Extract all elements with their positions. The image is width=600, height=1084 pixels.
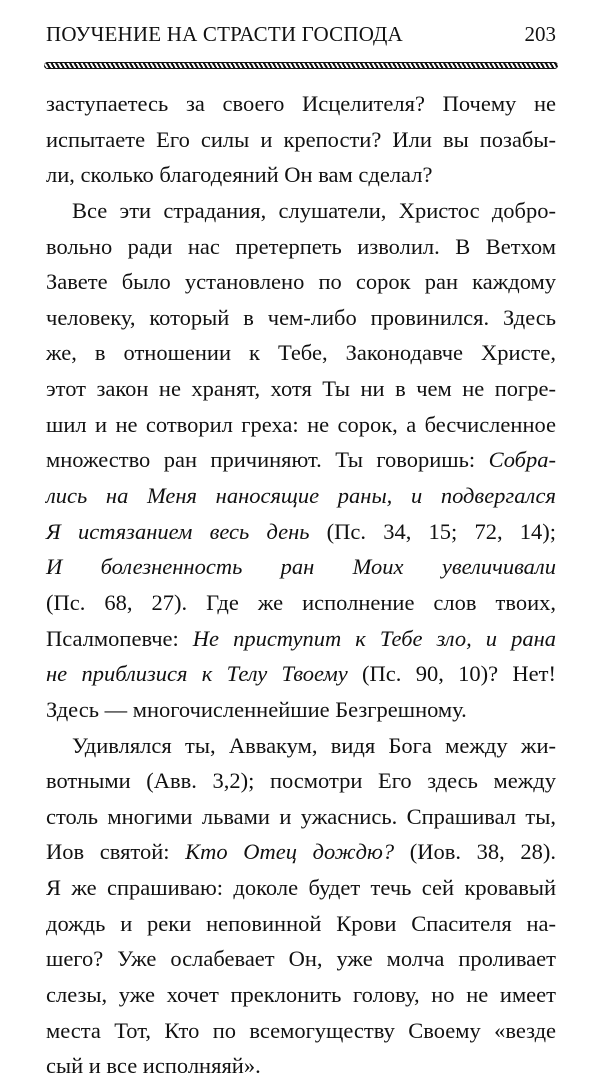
text-segment: Удивлялся ты, Аввакум, видя Бога между жи- xyxy=(72,732,556,758)
text-segment: этот закон не хранят, хотя Ты ни в чем не погре- xyxy=(46,376,556,402)
text-line xyxy=(46,834,556,870)
italic-quote: Кто Отец дождю? xyxy=(185,839,395,865)
italic-quote: лись на Меня наносящие раны, и подвергался xyxy=(46,483,556,509)
text-line xyxy=(46,941,556,977)
text-line xyxy=(46,157,556,193)
text-segment: Я же спрашиваю: доколе будет течь сей кровавый xyxy=(46,875,556,901)
text-segment: (Пс. 34, 15; 72, 14); xyxy=(309,518,556,544)
text-segment: шего? Уже ослабевает Он, уже молча проливает xyxy=(46,946,556,972)
text-line xyxy=(46,300,556,336)
text-segment: (Пс. 90, 10)? Нет! xyxy=(347,661,556,687)
text-line xyxy=(46,656,556,692)
text-segment: (Иов. 38, 28). xyxy=(394,839,556,865)
text-line xyxy=(46,407,556,443)
text-line xyxy=(46,335,556,371)
running-title: ПОУЧЕНИЕ НА СТРАСТИ ГОСПОДА xyxy=(46,22,403,46)
text-segment: столь многими львами и ужаснись. Спрашивал ты, xyxy=(46,803,556,829)
page-number: 203 xyxy=(524,22,556,46)
italic-quote: Не приступит к Тебе зло, и рана xyxy=(192,625,556,651)
text-line xyxy=(46,122,556,158)
text-line xyxy=(46,799,556,835)
text-line xyxy=(46,478,556,514)
text-segment: испытаете Его силы и крепости? Или вы позабы- xyxy=(46,126,556,152)
text-line xyxy=(46,585,556,621)
text-segment: же, в отношении к Тебе, Законодавче Христе, xyxy=(46,340,556,366)
text-line xyxy=(46,728,556,764)
text-segment: ли, сколько благодеяний Он вам сделал? xyxy=(46,162,433,188)
italic-quote: не приблизися к Телу Твоему xyxy=(46,661,348,687)
text-line xyxy=(46,264,556,300)
text-segment: множество ран причиняют. Ты говоришь: xyxy=(46,447,489,473)
text-line xyxy=(46,977,556,1013)
text-line xyxy=(46,906,556,942)
text-segment: человеку, который в чем-либо провинился. Здесь xyxy=(46,304,556,330)
text-segment: Завете было установлено по сорок ран каждому xyxy=(46,269,556,295)
text-line xyxy=(46,870,556,906)
text-line xyxy=(46,763,556,799)
text-line xyxy=(46,1013,556,1049)
text-segment: Здесь — многочисленнейшие Безгрешному. xyxy=(46,696,467,722)
text-line xyxy=(46,86,556,122)
text-line xyxy=(46,442,556,478)
text-segment: места Тот, Кто по всемогуществу Своему «везде xyxy=(46,1017,556,1043)
text-line xyxy=(46,1048,556,1084)
text-line xyxy=(46,621,556,657)
text-segment: (Пс. 68, 27). Где же исполнение слов твоих, xyxy=(46,589,556,615)
text-line xyxy=(46,371,556,407)
text-segment: Иов святой: xyxy=(46,839,186,865)
text-line xyxy=(46,692,556,728)
text-segment: дождь и реки неповинной Крови Спасителя на- xyxy=(46,910,556,936)
text-segment: сый и все исполняяй». xyxy=(46,1053,261,1079)
body-text xyxy=(46,86,556,1084)
text-segment: Псалмопевче: xyxy=(46,625,193,651)
text-line xyxy=(46,549,556,585)
rope-divider xyxy=(44,62,558,69)
text-line xyxy=(46,193,556,229)
text-line xyxy=(46,514,556,550)
italic-quote: Собра- xyxy=(488,447,556,473)
text-segment: Все эти страдания, слушатели, Христос добро- xyxy=(72,197,556,223)
text-line xyxy=(46,229,556,265)
page-header xyxy=(46,22,556,52)
text-segment: шил и не сотворил греха: не сорок, а бесчисленное xyxy=(46,411,556,437)
italic-quote: Я истязанием весь день xyxy=(46,518,310,544)
text-segment: слезы, уже хочет преклонить голову, но не имеет xyxy=(46,982,556,1008)
text-segment: вольно ради нас претерпеть изволил. В Ветхом xyxy=(46,233,556,259)
text-segment: заступаетесь за своего Исцелителя? Почему не xyxy=(46,91,556,116)
italic-quote: И болезненность ран Моих увеличивали xyxy=(46,554,556,580)
text-segment: вотными (Авв. 3,2); посмотри Его здесь между xyxy=(46,768,556,794)
